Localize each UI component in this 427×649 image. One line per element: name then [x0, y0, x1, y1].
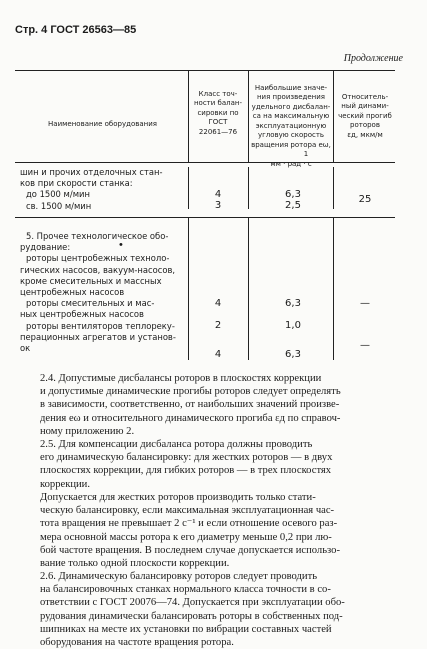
- section5-row2-value: 1,0: [285, 320, 301, 331]
- paragraph-2-6: 2.6. Динамическую балансировку роторов следует проводить на балансировочных станках нормального класса точности в со- ответствии с ГОСТ 20076—74. Допускается при эксплуатации обо- рудования динамически балансировать роторы в собственных под- шипниках на месте их установки по вибрации составных частей оборудования на частоте вращения ротора.: [40, 571, 345, 649]
- section4-class-1: 4: [214, 189, 222, 200]
- section5-row3-value: 6,3: [285, 349, 301, 360]
- header-balancing-class: Класс точ- ности балан- сировки по ГОСТ 22061—76: [193, 90, 243, 136]
- column-divider: [333, 70, 334, 162]
- table-header-rule: [15, 162, 395, 163]
- section4-value-2: 2,5: [285, 200, 301, 211]
- section5-row3-deflection: —: [360, 340, 370, 351]
- table-top-rule: [15, 70, 395, 71]
- column-divider: [248, 167, 249, 209]
- column-divider: [248, 70, 249, 162]
- header-unbalance-product: Наибольшие значе- ния произведения удельного дисбалан- са на максимальную эксплуатационную угловую скорость вращения ротора еω, 1 мм · рад · с: [251, 84, 331, 168]
- section5-text: 5. Прочее технологическое обо- рудование: роторы центробежных техноло- гических насосов, вакуум-насосов, кроме смесительных и массных центробежных насосов роторы смесительных и мас- ных центробежных насосов роторы вентиляторов теплореку- перационных агрегатов и установ- ок: [20, 231, 176, 354]
- header-equipment-name: Наименование оборудования: [48, 120, 157, 128]
- continuation-label: Продолжение: [343, 53, 403, 64]
- column-divider: [248, 218, 249, 360]
- stray-mark: •: [119, 239, 123, 251]
- section4-text: шин и прочих отделочных стан- ков при скорости станка: до 1500 м/мин св. 1500 м/мин: [20, 167, 163, 211]
- column-divider: [333, 218, 334, 360]
- paragraph-2-5: 2.5. Для компенсации дисбаланса ротора должны проводить его динамическую балансировку: для жестких роторов — в двух плоскостях коррекции, для гибких роторов — в трех плоскостях коррекции.: [40, 439, 333, 490]
- section-divider: [15, 217, 395, 218]
- section5-row1-deflection: —: [360, 298, 370, 309]
- column-divider: [333, 167, 334, 209]
- column-divider: [188, 218, 189, 360]
- header-dynamic-deflection: Относитель- ный динами- ческий прогиб роторов εд, мкм/м: [338, 93, 392, 139]
- section4-deflection: 25: [358, 194, 372, 205]
- section4-class-2: 3: [214, 200, 222, 211]
- column-divider: [188, 167, 189, 209]
- section5-row1-class: 4: [214, 298, 222, 309]
- column-divider: [188, 70, 189, 162]
- section5-row3-class: 4: [214, 349, 222, 360]
- section5-row1-value: 6,3: [285, 298, 301, 309]
- paragraph-2-4: 2.4. Допустимые дисбалансы роторов в плоскостях коррекции и допустимые динамические прогибы роторов следует определять в зависимости, соответственно, от наибольших значений произве- дения eω и относительного динамического прогиба εд по справоч- ному приложению 2.: [40, 373, 341, 437]
- section5-row2-class: 2: [214, 320, 222, 331]
- page-header: Стр. 4 ГОСТ 26563—85: [15, 24, 137, 36]
- paragraph-static-balancing: Допускается для жестких роторов производить только стати- ческую балансировку, если максимальная эксплуатационная час- тота вращения не превышает 2 с⁻¹ и если отношение осевого раз- мера основной массы ротора к его диаметру меньше 0,2 при лю- бой частоте вращения. В последнем случае допускается использо- вание только одной плоскости коррекции.: [40, 492, 340, 570]
- section4-value-1: 6,3: [285, 189, 301, 200]
